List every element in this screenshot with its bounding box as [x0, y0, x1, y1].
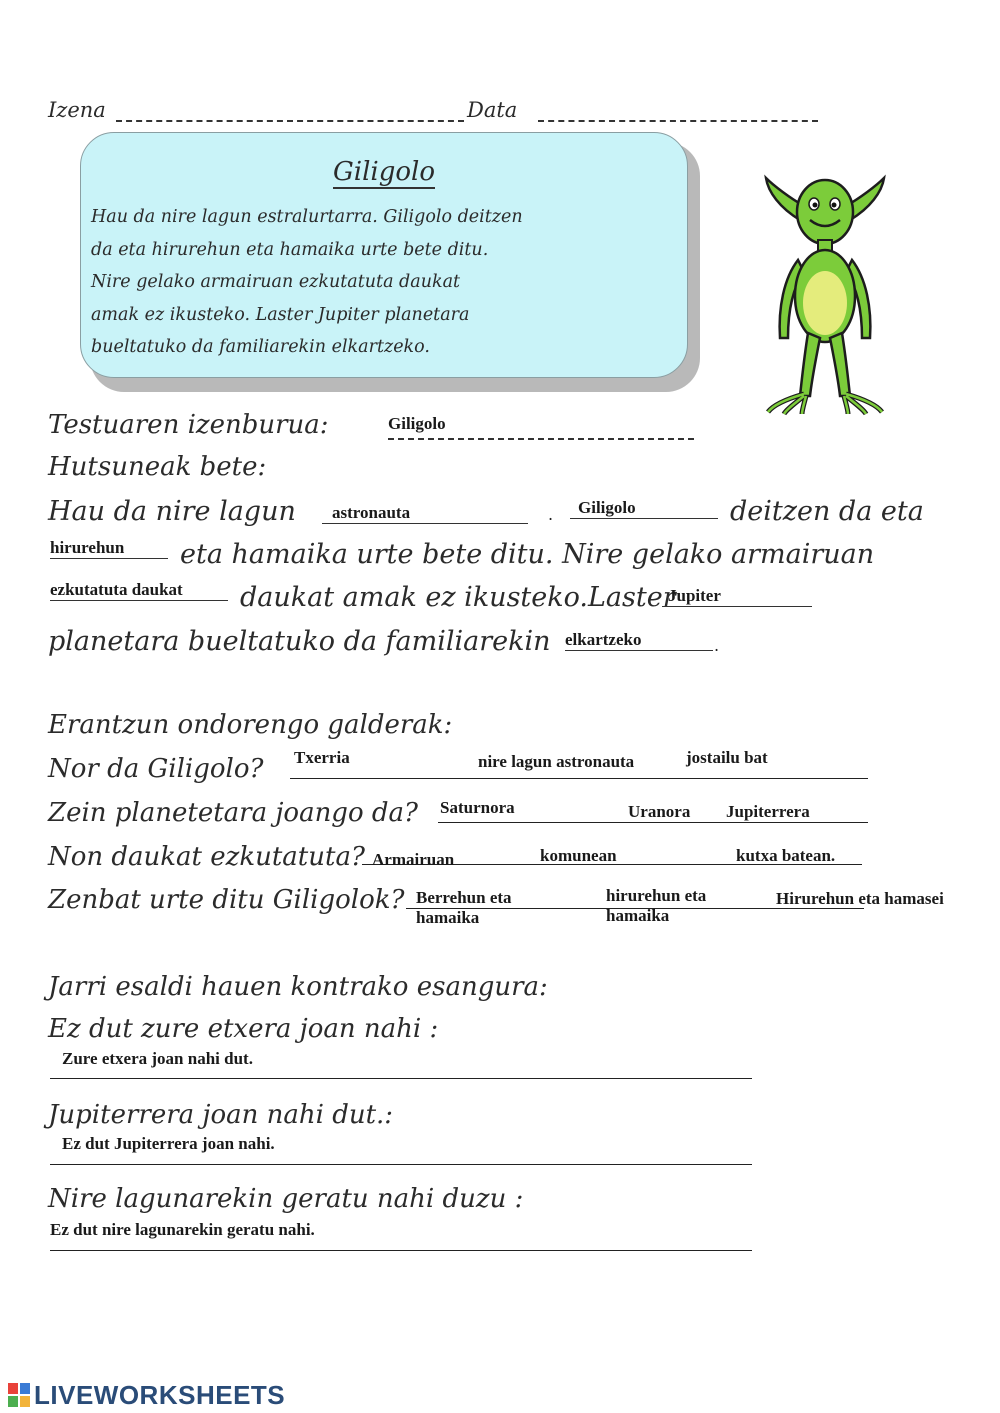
- opposites-heading: Jarri esaldi hauen kontrako esangura:: [48, 972, 548, 1002]
- opposite-2-answer[interactable]: Ez dut Jupiterrera joan nahi.: [62, 1134, 275, 1153]
- question-1: Nor da Giligolo?: [48, 754, 264, 784]
- q1-option-3[interactable]: jostailu bat: [686, 748, 768, 767]
- fill-end-dot: .: [714, 636, 720, 655]
- opposite-3-line: [50, 1250, 752, 1251]
- title-answer-line[interactable]: [388, 438, 694, 440]
- name-input-line[interactable]: [116, 120, 464, 122]
- q2-option-3[interactable]: Jupiterrera: [726, 802, 810, 821]
- question-3: Non daukat ezkutatuta?: [48, 842, 365, 872]
- questions-heading: Erantzun ondorengo galderak:: [48, 710, 453, 740]
- q3-option-1[interactable]: Armairuan: [372, 850, 455, 869]
- q4-option-1[interactable]: Berrehun eta hamaika: [416, 888, 512, 927]
- fill-text-4: daukat amak ez ikusteko.Laster: [240, 582, 676, 613]
- alien-illustration: [760, 168, 890, 416]
- fill-text-2: deitzen da eta: [730, 496, 924, 527]
- fill-heading: Hutsuneak bete:: [48, 452, 267, 482]
- question-2-line: [438, 822, 868, 823]
- q1-option-2[interactable]: nire lagun astronauta: [478, 752, 635, 771]
- liveworksheets-logo-icon: [8, 1383, 30, 1407]
- q1-option-1[interactable]: Txerria: [294, 748, 350, 767]
- fill-blank-2[interactable]: Giligolo: [570, 498, 718, 519]
- name-label: Izena: [48, 98, 106, 122]
- fill-text-3: eta hamaika urte bete ditu. Nire gelako armairuan: [180, 539, 875, 570]
- story-box: [80, 132, 688, 378]
- fill-blank-1[interactable]: astronauta: [322, 503, 528, 524]
- fill-blank-5[interactable]: Jupiter: [662, 586, 812, 607]
- opposite-2-line: [50, 1164, 752, 1165]
- liveworksheets-logo: [8, 1380, 285, 1410]
- title-answer[interactable]: Giligolo: [388, 414, 446, 433]
- liveworksheets-brand: LIVEWORKSHEETS: [34, 1379, 286, 1410]
- story-text: Hau da nire lagun estralurtarra. Giligolo deitzen da eta hirurehun eta hamaika urte bete ditu. Nire gelako armairuan ezkutatuta daukat amak ez ikusteko. Laster Jupiter planetara bueltatuko da familiarekin elkartzeko.: [91, 207, 523, 357]
- fill-blank-4[interactable]: ezkutatuta daukat: [50, 580, 228, 601]
- question-1-line: [290, 778, 868, 779]
- q2-option-2[interactable]: Uranora: [628, 802, 691, 821]
- fill-text-1: Hau da nire lagun: [48, 496, 296, 527]
- question-2: Zein planetetara joango da?: [48, 798, 418, 828]
- fill-blank-6[interactable]: elkartzeko: [565, 630, 713, 651]
- q2-option-1[interactable]: Saturnora: [440, 798, 515, 817]
- opposite-3-answer[interactable]: Ez dut nire lagunarekin geratu nahi.: [50, 1220, 315, 1239]
- fill-blank-3[interactable]: hirurehun: [50, 538, 168, 559]
- opposite-2-prompt: Jupiterrera joan nahi dut.:: [48, 1100, 394, 1130]
- date-input-line[interactable]: [538, 120, 818, 122]
- opposite-1-answer[interactable]: Zure etxera joan nahi dut.: [62, 1049, 253, 1068]
- question-4: Zenbat urte ditu Giligolok?: [48, 885, 405, 915]
- opposite-1-prompt: Ez dut zure etxera joan nahi :: [48, 1014, 439, 1044]
- q3-option-2[interactable]: komunean: [540, 846, 617, 865]
- fill-dot: .: [548, 505, 554, 524]
- q4-option-2[interactable]: hirurehun eta hamaika: [606, 886, 707, 925]
- fill-text-5: planetara bueltatuko da familiarekin: [48, 626, 551, 657]
- q3-option-3[interactable]: kutxa batean.: [736, 846, 836, 865]
- title-label: Testuaren izenburua:: [48, 410, 329, 440]
- q4-option-3[interactable]: Hirurehun eta hamasei: [776, 889, 944, 908]
- opposite-1-line: [50, 1078, 752, 1079]
- opposite-3-prompt: Nire lagunarekin geratu nahi duzu :: [48, 1184, 524, 1214]
- story-title: Giligolo: [333, 157, 435, 187]
- date-label: Data: [467, 98, 518, 122]
